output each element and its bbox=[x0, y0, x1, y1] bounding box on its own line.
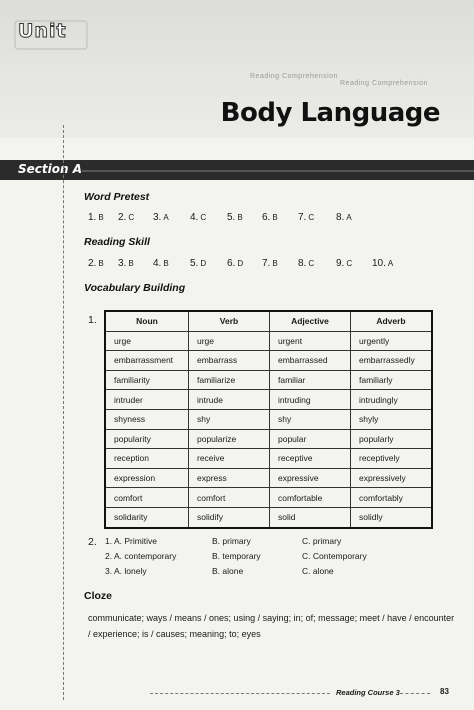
table-cell: expressively bbox=[351, 468, 433, 488]
answer-letter: C bbox=[128, 213, 135, 222]
answer-letter: A bbox=[163, 213, 169, 222]
answer-item bbox=[262, 212, 278, 223]
margin-dashed-line bbox=[63, 125, 64, 700]
table-cell: comfort bbox=[105, 488, 189, 508]
answer-letter: A bbox=[346, 213, 352, 222]
table-cell: expressive bbox=[270, 468, 351, 488]
table-cell: intruder bbox=[105, 390, 189, 410]
section-label: Section A bbox=[18, 162, 82, 176]
answer-item bbox=[262, 258, 278, 269]
option-item: B. temporary bbox=[212, 551, 261, 561]
answer-letter: B bbox=[272, 259, 278, 268]
table-cell: shyly bbox=[351, 409, 433, 429]
answer-number: 3. bbox=[153, 212, 162, 223]
table-cell: comfortable bbox=[270, 488, 351, 508]
table-header-row bbox=[105, 311, 432, 331]
table-cell: familiarly bbox=[351, 370, 433, 390]
answer-number: 6. bbox=[227, 258, 236, 269]
table-cell: solidarity bbox=[105, 507, 189, 527]
answer-number: 10. bbox=[372, 258, 386, 269]
option-item: C. Contemporary bbox=[302, 551, 367, 561]
answer-item bbox=[190, 258, 206, 269]
table-cell: receptively bbox=[351, 449, 433, 469]
table-cell: embarrassed bbox=[270, 351, 351, 371]
table-cell: embarrass bbox=[189, 351, 270, 371]
answer-item bbox=[372, 258, 393, 269]
page-title: Body Language bbox=[220, 98, 440, 128]
table-cell: urge bbox=[105, 331, 189, 351]
reading-skill-heading: Reading Skill bbox=[84, 236, 150, 248]
footer-dashed-line bbox=[150, 693, 330, 694]
answer-number: 5. bbox=[190, 258, 199, 269]
answer-number: 6. bbox=[262, 212, 271, 223]
cloze-answers: communicate; ways / means / ones; using / saying; in; of; message; meet / have / encounter / experience; is / causes; meaning; to; eyes bbox=[88, 613, 455, 639]
table-cell: receptive bbox=[270, 449, 351, 469]
answer-number: 4. bbox=[153, 258, 162, 269]
answer-number: 5. bbox=[227, 212, 236, 223]
table-cell: intrudingly bbox=[351, 390, 433, 410]
answer-letter: C bbox=[346, 259, 353, 268]
footer-dashed-line bbox=[400, 693, 430, 694]
option-item: B. alone bbox=[212, 566, 244, 576]
footer-course: Reading Course 3 bbox=[336, 688, 400, 697]
answer-item bbox=[118, 258, 134, 269]
answer-item bbox=[153, 258, 169, 269]
table-row bbox=[105, 468, 432, 488]
answer-number: 7. bbox=[262, 258, 271, 269]
table-row bbox=[105, 351, 432, 371]
answer-number: 3. bbox=[118, 258, 127, 269]
answer-number: 2. bbox=[88, 258, 97, 269]
table-cell: popular bbox=[270, 429, 351, 449]
table-cell: popularly bbox=[351, 429, 433, 449]
column-header-verb: Verb bbox=[189, 311, 270, 331]
table-cell: shy bbox=[270, 409, 351, 429]
page-number: 83 bbox=[440, 687, 449, 696]
answer-item bbox=[88, 258, 104, 269]
table-cell: embarrassedly bbox=[351, 351, 433, 371]
table-cell: expression bbox=[105, 468, 189, 488]
table-row bbox=[105, 370, 432, 390]
word-forms-table bbox=[104, 310, 433, 529]
table-cell: familiarize bbox=[189, 370, 270, 390]
answer-item bbox=[336, 212, 352, 223]
question-number: 2. bbox=[88, 536, 97, 548]
option-item: C. alone bbox=[302, 566, 334, 576]
answer-number: 7. bbox=[298, 212, 307, 223]
table-cell: comfortably bbox=[351, 488, 433, 508]
answer-item bbox=[298, 212, 314, 223]
option-item: 2. A. contemporary bbox=[105, 551, 177, 561]
answer-number: 9. bbox=[336, 258, 345, 269]
table-cell: familiar bbox=[270, 370, 351, 390]
table-cell: shy bbox=[189, 409, 270, 429]
table-cell: reception bbox=[105, 449, 189, 469]
answer-item bbox=[227, 258, 243, 269]
answer-letter: C bbox=[308, 213, 315, 222]
cloze-heading: Cloze bbox=[84, 590, 113, 602]
answer-letter: C bbox=[308, 259, 315, 268]
answer-item bbox=[336, 258, 352, 269]
answer-item bbox=[88, 212, 104, 223]
faded-header-text: Reading Comprehension bbox=[250, 73, 338, 80]
answer-letter: C bbox=[200, 213, 207, 222]
answer-letter: B bbox=[272, 213, 278, 222]
table-row bbox=[105, 507, 432, 527]
answer-letter: D bbox=[200, 259, 207, 268]
answer-letter: B bbox=[98, 213, 104, 222]
answer-item bbox=[118, 212, 134, 223]
table-row bbox=[105, 488, 432, 508]
answer-number: 8. bbox=[298, 258, 307, 269]
table-row bbox=[105, 429, 432, 449]
table-cell: intruding bbox=[270, 390, 351, 410]
option-item: 1. A. Primitive bbox=[105, 536, 157, 546]
answer-item bbox=[227, 212, 243, 223]
answer-letter: B bbox=[128, 259, 134, 268]
answer-letter: B bbox=[237, 213, 243, 222]
option-item: C. primary bbox=[302, 536, 342, 546]
table-row bbox=[105, 390, 432, 410]
column-header-noun: Noun bbox=[105, 311, 189, 331]
column-header-adverb: Adverb bbox=[351, 311, 433, 331]
table-cell: intrude bbox=[189, 390, 270, 410]
table-cell: familiarity bbox=[105, 370, 189, 390]
unit-label: Unit bbox=[18, 20, 67, 42]
table-cell: popularity bbox=[105, 429, 189, 449]
answer-number: 8. bbox=[336, 212, 345, 223]
table-cell: urgently bbox=[351, 331, 433, 351]
vocabulary-building-heading: Vocabulary Building bbox=[84, 282, 186, 294]
answer-item bbox=[153, 212, 169, 223]
option-item: B. primary bbox=[212, 536, 251, 546]
table-cell: popularize bbox=[189, 429, 270, 449]
table-row bbox=[105, 331, 432, 351]
word-pretest-heading: Word Pretest bbox=[84, 191, 150, 203]
answer-item bbox=[190, 212, 206, 223]
section-divider bbox=[82, 170, 474, 172]
table-cell: urge bbox=[189, 331, 270, 351]
question-number: 1. bbox=[88, 314, 97, 326]
table-cell: solid bbox=[270, 507, 351, 527]
table-cell: solidly bbox=[351, 507, 433, 527]
answer-item bbox=[298, 258, 314, 269]
answer-letter: A bbox=[387, 259, 394, 268]
answer-letter: B bbox=[98, 259, 104, 268]
table-cell: solidify bbox=[189, 507, 270, 527]
table-cell: express bbox=[189, 468, 270, 488]
option-item: 3. A. lonely bbox=[105, 566, 147, 576]
answer-number: 1. bbox=[88, 212, 97, 223]
table-cell: urgent bbox=[270, 331, 351, 351]
table-cell: embarrassment bbox=[105, 351, 189, 371]
faded-header-text: Reading Comprehension bbox=[340, 80, 428, 87]
table-cell: comfort bbox=[189, 488, 270, 508]
column-header-adjective: Adjective bbox=[270, 311, 351, 331]
answer-letter: B bbox=[163, 259, 169, 268]
answer-number: 4. bbox=[190, 212, 199, 223]
answer-number: 2. bbox=[118, 212, 127, 223]
table-cell: shyness bbox=[105, 409, 189, 429]
table-cell: receive bbox=[189, 449, 270, 469]
table-row bbox=[105, 449, 432, 469]
table-row bbox=[105, 409, 432, 429]
answer-letter: D bbox=[237, 259, 244, 268]
